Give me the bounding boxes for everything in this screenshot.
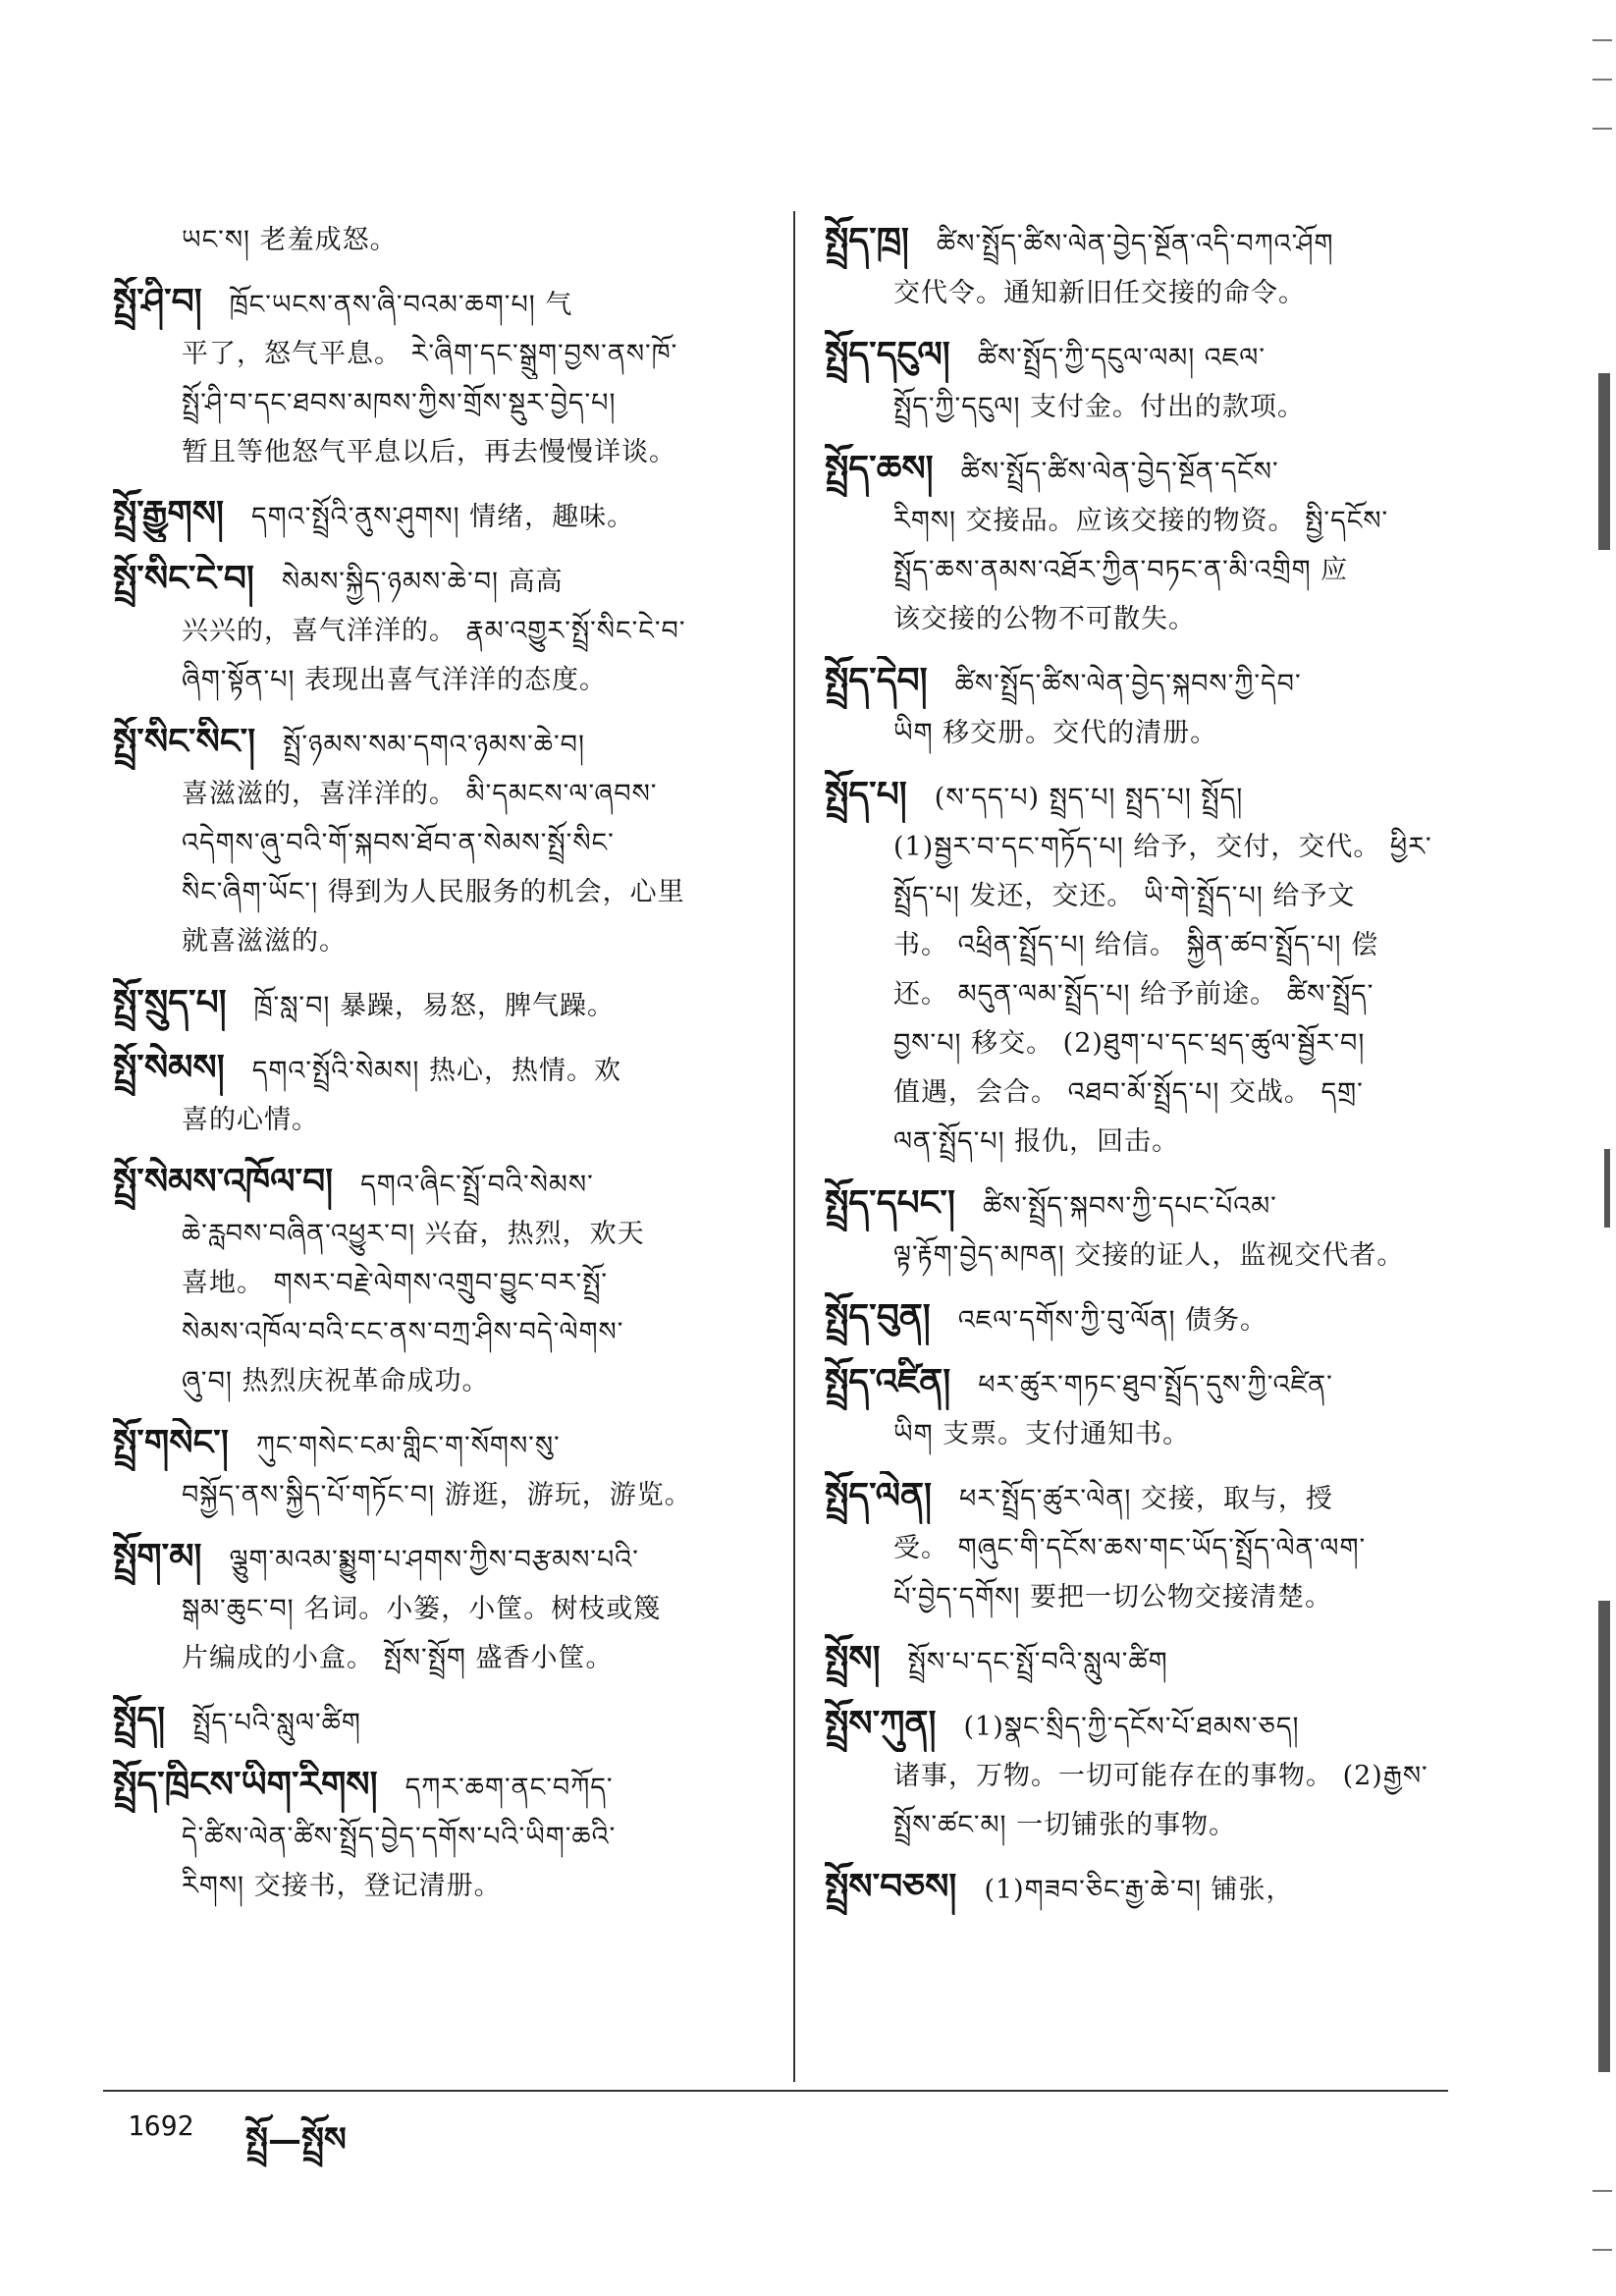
entry-text: ལྕུག་མའམ་སྨྱུག་པ་ཤགས་ཀྱིས་བརྩམས་པའི་ bbox=[229, 1545, 639, 1575]
entry-text: སྤྲོས་ཚང་མ། 一切铺张的事物。 bbox=[893, 1810, 1237, 1840]
entry-text: (1)གཟབ་ཅིང་རྒྱ་ཆེ་བ། 铺张， bbox=[984, 1875, 1294, 1905]
entry-headword: སྤྲོས་ཀུན། bbox=[825, 1703, 937, 1744]
entry-text: 片编成的小盒。 སྤོས་སྤྲོག 盛香小筐。 bbox=[182, 1643, 614, 1673]
entry-line bbox=[113, 1695, 756, 1748]
entry-text: པོ་བྱེད་དགོས། 要把一切公物交接清楚。 bbox=[893, 1582, 1333, 1613]
entry-line bbox=[825, 921, 1468, 970]
entry-text: ཚིས་སྤྲོད་ཚིས་ལེན་བྱེད་སྔོན་དངོས་ bbox=[960, 457, 1279, 487]
entry-headword: སྤྲོ་རྒྱུགས། bbox=[113, 493, 225, 534]
entry-line bbox=[825, 1357, 1468, 1410]
entry-text: སེམས་འཁོལ་བའི་ངང་ནས་བཀྲ་ཤིས་བདེ་ལེགས་ bbox=[182, 1317, 624, 1347]
left-column bbox=[113, 216, 756, 1923]
entry-headword: སྤྲོ་སེམས་འཁོལ་བ། bbox=[113, 1161, 334, 1202]
entry-line bbox=[825, 595, 1468, 644]
entry-text: 兴兴的，喜气洋洋的。 རྣམ་འགྱུར་སྤྲོ་སིང་ངེ་བ་ bbox=[182, 616, 686, 646]
dictionary-entry bbox=[825, 1357, 1468, 1459]
page-number: 1692 bbox=[128, 2109, 194, 2142]
entry-headword: སྤྲོ་སེམས། bbox=[113, 1047, 225, 1088]
right-column bbox=[825, 216, 1468, 1927]
entry-headword: སྤྲོས། bbox=[825, 1638, 881, 1679]
entry-line bbox=[113, 1813, 756, 1862]
dictionary-entry bbox=[825, 1471, 1468, 1622]
entry-text: སྤྲོ་ཤི་བ་དང་ཐབས་མཁས་ཀྱིས་གྲོས་སྡུར་བྱེད་པ། bbox=[182, 388, 617, 418]
entry-line bbox=[825, 330, 1468, 383]
entry-line bbox=[113, 1760, 756, 1813]
entry-line bbox=[113, 1043, 756, 1096]
entry-text: ཁྲོ་སླ་བ། 暴躁，易怒，脾气躁。 bbox=[253, 991, 615, 1021]
entry-line bbox=[113, 554, 756, 607]
entry-headword: སྤྲོད་ཆས། bbox=[825, 448, 934, 489]
entry-text: 该交接的公物不可散失。 bbox=[893, 604, 1196, 634]
dictionary-entry bbox=[113, 1695, 756, 1748]
entry-text: 喜滋滋的，喜洋洋的。 མི་དམངས་ལ་ཞབས་ bbox=[182, 779, 658, 809]
entry-text: 平了，怒气平息。 རེ་ཞིག་དང་སྒྲུག་བྱས་ནས་ཁོ་ bbox=[182, 339, 678, 369]
entry-line bbox=[825, 970, 1468, 1019]
entry-line bbox=[113, 330, 756, 379]
dictionary-entry bbox=[113, 978, 756, 1031]
entry-headword: སྤྲོད་བུན། bbox=[825, 1296, 931, 1338]
entry-line bbox=[113, 1157, 756, 1210]
entry-line bbox=[113, 1532, 756, 1585]
entry-line bbox=[113, 819, 756, 868]
entry-text: ཕར་ཚུར་གཏང་ཐུབ་སྤྲོད་དུས་ཀྱི་འཛིན་ bbox=[978, 1370, 1333, 1400]
entry-line bbox=[825, 872, 1468, 921]
entry-line bbox=[825, 1801, 1468, 1850]
entry-line bbox=[825, 1471, 1468, 1524]
entry-text: སྤྲོད་ཆས་ནམས་འཐོར་ཀྱིན་བཏང་ན་མི་འགྲིག 应 bbox=[893, 555, 1349, 585]
entry-text: ལྟ་རྟོག་བྱེད་མཁན། 交接的证人，监视交代者。 bbox=[893, 1240, 1405, 1271]
dictionary-entry bbox=[825, 1178, 1468, 1281]
entry-text: འཇལ་དགོས་ཀྱི་བུ་ལོན། 债务。 bbox=[957, 1305, 1268, 1336]
entry-line bbox=[113, 1418, 756, 1471]
binding-edge bbox=[1587, 0, 1616, 2296]
entry-line bbox=[825, 444, 1468, 497]
entry-text: སིང་ཞིག་ཡོང་། 得到为人民服务的机会，心里 bbox=[182, 877, 685, 907]
entry-text: 还。 མདུན་ལམ་སྤྲོད་པ། 给予前途。 ཚིས་སྤྲོད་ bbox=[893, 979, 1374, 1010]
entry-headword: སྤྲོ་སིང་སིང་། bbox=[113, 721, 256, 762]
entry-text: སྤྲོད་པ། 发还，交还。 ཡི་གེ་སྤྲོད་པ། 给予文 bbox=[893, 881, 1356, 911]
entry-line bbox=[113, 656, 756, 705]
entry-text: སྤྲོད་ཀྱི་དངུལ། 支付金。付出的款项。 bbox=[893, 392, 1306, 422]
entry-line bbox=[825, 1634, 1468, 1687]
dictionary-entry bbox=[113, 1157, 756, 1406]
entry-line bbox=[825, 1231, 1468, 1281]
dictionary-entry bbox=[825, 1292, 1468, 1345]
entry-line bbox=[113, 1210, 756, 1259]
entry-line bbox=[113, 1259, 756, 1308]
entry-line bbox=[113, 607, 756, 656]
entry-headword: སྤྲོག་མ། bbox=[113, 1536, 202, 1577]
dictionary-entry bbox=[825, 1862, 1468, 1915]
dictionary-entry bbox=[825, 216, 1468, 318]
entry-headword: སྤྲོད། bbox=[113, 1699, 166, 1740]
entry-line bbox=[113, 1357, 756, 1406]
entry-line bbox=[113, 770, 756, 819]
entry-line bbox=[825, 1118, 1468, 1167]
dictionary-entry bbox=[825, 1699, 1468, 1850]
entry-text: ཁྲོང་ཡངས་ནས་ཞི་བའམ་ཆག་པ། 气 bbox=[229, 290, 573, 320]
entry-line bbox=[113, 1585, 756, 1634]
entry-line bbox=[113, 216, 756, 265]
entry-text: ཚིས་སྤྲོད་སྐབས་ཀྱི་དཔང་པོའམ་ bbox=[982, 1191, 1277, 1222]
entry-headword: སྤྲོད་ཁྲིངས་ཡིག་རིགས། bbox=[113, 1764, 378, 1805]
entry-line bbox=[825, 546, 1468, 595]
entry-headword: སྤྲོད་དཔང་། bbox=[825, 1182, 955, 1224]
entry-line bbox=[113, 1471, 756, 1520]
entry-line bbox=[113, 1308, 756, 1357]
entry-text: རིགས། 交接品。应该交接的物资。 སྤྱི་དངོས་ bbox=[893, 506, 1389, 536]
entry-line bbox=[113, 717, 756, 770]
entry-headword: སྤྲོད་དངུལ། bbox=[825, 334, 950, 375]
footer-rule bbox=[103, 2090, 1448, 2092]
running-head: སྤྲོ—སྤྲོས bbox=[245, 2120, 347, 2159]
entry-text: བྱས་པ། 移交。 (2)ཐུག་པ་དང་ཕྲད་ཚུལ་སྦྱོར་བ། bbox=[893, 1028, 1366, 1059]
entry-text: 书。 འཕྲིན་སྤྲོད་པ། 给信。 སྐྱིན་ཚབ་སྤྲོད་པ། 偿 bbox=[893, 930, 1379, 960]
entry-text: ཡིག 移交册。交代的清册。 bbox=[893, 718, 1218, 748]
entry-text: ཡང་ས། 老羞成怒。 bbox=[182, 225, 398, 255]
entry-line bbox=[825, 1292, 1468, 1345]
entry-text: ཞིག་སྟོན་པ། 表现出喜气洋洋的态度。 bbox=[182, 665, 608, 695]
entry-line bbox=[825, 1699, 1468, 1752]
entry-line bbox=[825, 1752, 1468, 1801]
entry-line bbox=[825, 1862, 1468, 1915]
entry-line bbox=[825, 656, 1468, 709]
entry-line bbox=[825, 1178, 1468, 1231]
dictionary-entry bbox=[113, 1532, 756, 1683]
entry-line bbox=[825, 1410, 1468, 1459]
entry-line bbox=[825, 1524, 1468, 1573]
entry-text: ཚིས་སྤྲོད་ཚིས་ལེན་བྱེད་སྔོན་འདི་བཀའ་ཤོག bbox=[936, 229, 1334, 259]
entry-line bbox=[825, 823, 1468, 872]
dictionary-entry bbox=[113, 1043, 756, 1145]
entry-text: ཆེ་རླབས་བཞིན་འཕྱུར་བ། 兴奋，热烈，欢天 bbox=[182, 1219, 645, 1249]
dictionary-entry bbox=[825, 770, 1468, 1167]
dictionary-entry bbox=[113, 554, 756, 705]
entry-headword: སྤྲོད་ཁྲ། bbox=[825, 220, 909, 261]
entry-headword: སྤྲོ་སིང་ངེ་བ། bbox=[113, 558, 254, 599]
dictionary-entry bbox=[113, 489, 756, 542]
entry-headword: སྤྲོ་སྲུད་པ། bbox=[113, 982, 227, 1023]
entry-text: (1)སྣང་སྲིད་ཀྱི་དངོས་པོ་ཐམས་ཅད། bbox=[963, 1712, 1300, 1742]
entry-headword: སྤྲོས་བཅས། bbox=[825, 1866, 957, 1907]
entry-text: ཕར་སྤྲོད་ཚུར་ལེན། 交接，取与，授 bbox=[959, 1484, 1333, 1514]
dictionary-entry bbox=[113, 216, 756, 265]
entry-line bbox=[113, 379, 756, 428]
entry-line bbox=[825, 497, 1468, 546]
entry-line bbox=[825, 1068, 1468, 1118]
entry-text: སྤྲོ་ཉམས་སམ་དགའ་ཉམས་ཆེ་བ། bbox=[283, 730, 585, 760]
dictionary-entry bbox=[825, 444, 1468, 644]
dictionary-entry bbox=[113, 1418, 756, 1520]
entry-line bbox=[113, 277, 756, 330]
entry-line bbox=[825, 1019, 1468, 1068]
dictionary-entry bbox=[825, 656, 1468, 758]
entry-text: དགའ་ཞིང་སྤྲོ་བའི་སེམས་ bbox=[360, 1170, 594, 1200]
entry-text: དཀར་ཆག་ནང་བཀོད་ bbox=[404, 1773, 614, 1803]
entry-text: 喜地。 གསར་བརྗེ་ལེགས་འགྲུབ་བྱུང་བར་སྤྲོ་ bbox=[182, 1268, 609, 1298]
entry-text: བསྐྱོད་ནས་སྐྱིད་པོ་གཏོང་བ། 游逛，游玩，游览。 bbox=[182, 1480, 692, 1510]
entry-line bbox=[113, 428, 756, 477]
entry-headword: སྤྲོད་དེབ། bbox=[825, 660, 928, 701]
dictionary-entry bbox=[825, 1634, 1468, 1687]
entry-text: ཚིས་སྤྲོད་ཀྱི་དངུལ་ལམ། འཇལ་ bbox=[977, 343, 1266, 373]
entry-line bbox=[825, 216, 1468, 269]
entry-line bbox=[113, 1862, 756, 1911]
entry-text: སྤྲོད་པའི་སླུལ་ཚིག bbox=[192, 1708, 361, 1738]
entry-text: 交代令。通知新旧任交接的命令。 bbox=[893, 278, 1306, 308]
entry-text: 值遇，会合。 འཐབ་མོ་སྤྲོད་པ། 交战。 དགྲ་ bbox=[893, 1077, 1364, 1108]
entry-line bbox=[825, 709, 1468, 758]
entry-line bbox=[113, 1096, 756, 1145]
entry-text: སེམས་སྐྱིད་ཉམས་ཆེ་བ། 高高 bbox=[281, 567, 564, 597]
entry-line bbox=[825, 1573, 1468, 1622]
entry-text: ཀུང་གསེང་ངམ་གླིང་ག་སོགས་སུ་ bbox=[255, 1431, 561, 1461]
entry-line bbox=[113, 1634, 756, 1683]
dictionary-entry bbox=[113, 1760, 756, 1911]
entry-text: 喜的心情。 bbox=[182, 1105, 319, 1135]
entry-text: དེ་ཚིས་ལེན་ཚིས་སྤྲོད་བྱེད་དགོས་པའི་ཡིག་ཆའི་ bbox=[182, 1822, 617, 1852]
entry-line bbox=[825, 770, 1468, 823]
entry-line bbox=[825, 383, 1468, 432]
entry-text: ཚིས་སྤྲོད་ཚིས་ལེན་བྱེད་སྐབས་ཀྱི་དེབ་ bbox=[954, 669, 1302, 699]
entry-line bbox=[113, 978, 756, 1031]
entry-text: ཡིག 支票。支付通知书。 bbox=[893, 1419, 1191, 1449]
entry-text: ལན་སྤྲོད་པ། 报仇，回击。 bbox=[893, 1126, 1180, 1157]
entry-line bbox=[113, 917, 756, 966]
entry-headword: སྤྲོད་ལེན། bbox=[825, 1475, 933, 1516]
entry-line bbox=[113, 868, 756, 917]
entry-text: དགའ་སྤྲོའི་སེམས། 热心，热情。欢 bbox=[251, 1056, 621, 1086]
entry-text: དགའ་སྤྲོའི་ནུས་ཤུགས། 情绪，趣味。 bbox=[251, 502, 635, 532]
entry-headword: སྤྲོ་གསེང་། bbox=[113, 1422, 229, 1463]
entry-text: ཞུ་བ། 热烈庆祝革命成功。 bbox=[182, 1366, 490, 1396]
entry-headword: སྤྲོ་ཤི་བ། bbox=[113, 281, 202, 322]
dictionary-entry bbox=[113, 717, 756, 966]
entry-headword: སྤྲོད་འཛིན། bbox=[825, 1361, 951, 1402]
entry-text: སྤྲོས་པ་དང་སྤྲོ་བའི་སླུལ་ཚིག bbox=[907, 1647, 1168, 1677]
entry-line bbox=[825, 269, 1468, 318]
entry-headword: སྤྲོད་པ། bbox=[825, 774, 907, 815]
entry-text: 暂且等他怒气平息以后，再去慢慢详谈。 bbox=[182, 437, 676, 467]
dictionary-entry bbox=[825, 330, 1468, 432]
column-divider bbox=[793, 211, 795, 2082]
entry-text: (ས་དད་པ) སྤྲད་པ། སྤྲད་པ། སྤྲོད། bbox=[934, 783, 1244, 813]
entry-text: རིགས། 交接书，登记清册。 bbox=[182, 1871, 502, 1901]
entry-line bbox=[113, 489, 756, 542]
entry-text: 诸事，万物。一切可能存在的事物。 (2)རྒྱས་ bbox=[893, 1761, 1428, 1791]
entry-text: སྒམ་ཆུང་བ། 名词。小篓，小筐。树枝或篾 bbox=[182, 1594, 662, 1624]
dictionary-entry bbox=[113, 277, 756, 477]
entry-text: (1)སྦྱར་བ་དང་གཏོད་པ། 给予，交付，交代。 ཕྱིར་ bbox=[893, 832, 1432, 862]
entry-text: 受。 གཞུང་གི་དངོས་ཆས་གང་ཡོད་སྤྲོད་ལེན་ལག་ bbox=[893, 1533, 1367, 1563]
entry-text: འདེགས་ཞུ་བའི་གོ་སྐབས་ཐོབ་ན་སེམས་སྤྲོ་སིང་ bbox=[182, 828, 615, 858]
entry-text: 就喜滋滋的。 bbox=[182, 926, 347, 957]
